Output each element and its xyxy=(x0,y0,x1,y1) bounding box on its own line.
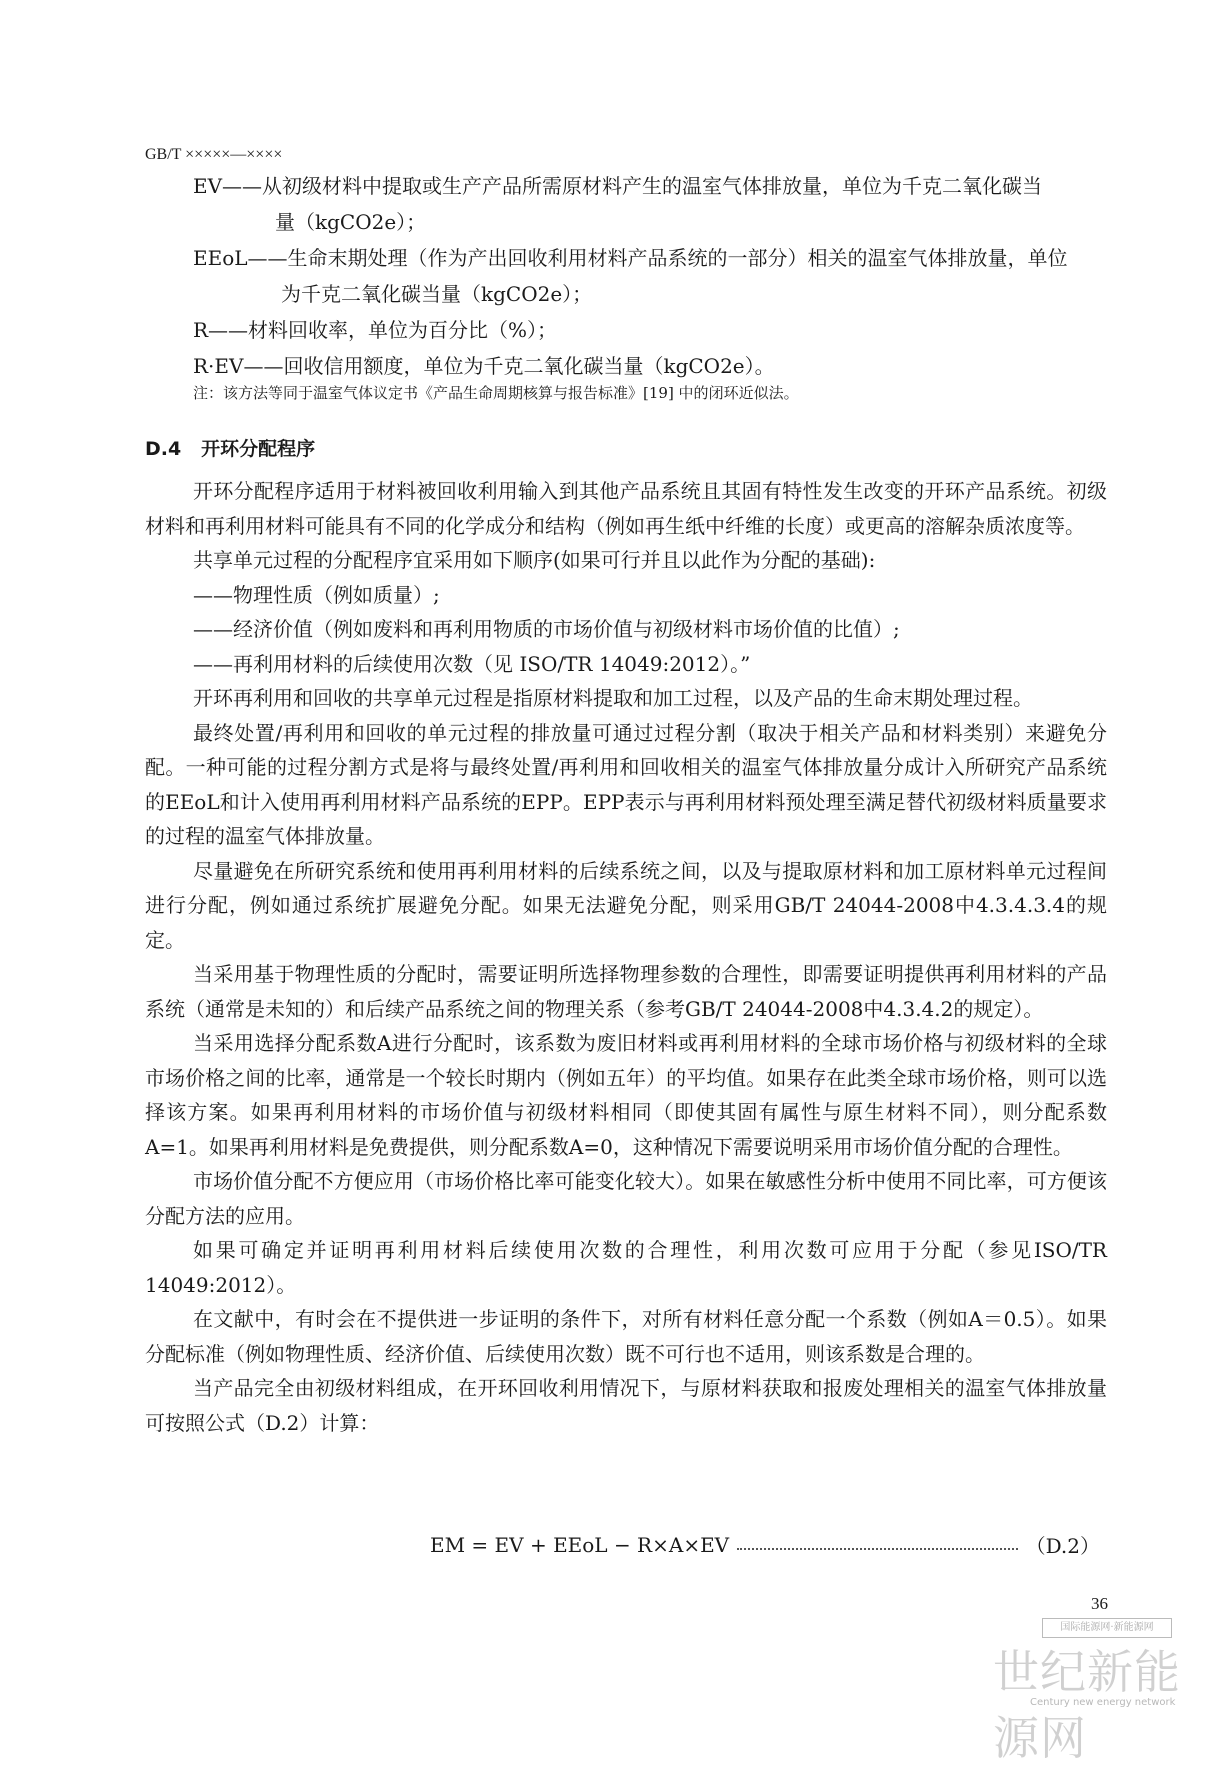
definitions-list xyxy=(145,168,1105,384)
list-item: ——物理性质（例如质量）; xyxy=(193,582,440,607)
paragraph: 当采用选择分配系数A进行分配时，该系数为废旧材料或再利用材料的全球市场价格与初级材料的全球市场价格之间的比率，通常是一个较长时期内（例如五年）的平均值。如果存在此类全球市场价格，则可以选择该方案。如果再利用材料的市场价值与初级材料相同（即使其固有属性与原生材料不同），则分配系数A=1。如果再利用材料是免费提供，则分配系数A=0，这种情况下需要说明采用市场价值分配的合理性。 xyxy=(145,1031,1107,1159)
watermark-logo: 世纪新能源网 xyxy=(993,1645,1181,1765)
section-heading xyxy=(145,434,315,461)
watermark-subtitle: Century new energy network xyxy=(1030,1697,1176,1708)
paragraph: 如果可确定并证明再利用材料后续使用次数的合理性，利用次数可应用于分配（参见ISO/TR 14049:2012）。 xyxy=(145,1238,1107,1297)
definition-rev xyxy=(145,348,1105,384)
list-item: ——再利用材料的后续使用次数（见 ISO/TR 14049:2012）。” xyxy=(193,651,751,676)
paragraph: 开环分配程序适用于材料被回收利用输入到其他产品系统且其固有特性发生改变的开环产品系统。初级材料和再利用材料可能具有不同的化学成分和结构（例如再生纸中纤维的长度）或更高的溶解杂质浓度等。 xyxy=(145,479,1107,538)
definition-r-text: R——材料回收率，单位为百分比（%）； xyxy=(193,318,558,342)
formula-label: （D.2） xyxy=(1025,1534,1100,1558)
formula-d2 xyxy=(430,1530,1100,1559)
paragraph: 开环再利用和回收的共享单元过程是指原材料提取和加工过程，以及产品的生命末期处理过程。 xyxy=(193,686,1033,710)
formula-expression: EM = EV + EEoL − R×A×EV xyxy=(430,1532,730,1557)
definition-rev-text: R·EV——回收信用额度，单位为千克二氧化碳当量（kgCO2e）。 xyxy=(193,354,775,378)
paragraph: 当产品完全由初级材料组成，在开环回收利用情况下，与原材料获取和报废处理相关的温室气体排放量可按照公式（D.2）计算： xyxy=(145,1376,1107,1435)
definition-r xyxy=(145,312,1105,348)
paragraph: 在文献中，有时会在不提供进一步证明的条件下，对所有材料任意分配一个系数（例如A＝0.5）。如果分配标准（例如物理性质、经济价值、后续使用次数）既不可行也不适用，则该系数是合理的。 xyxy=(145,1307,1107,1366)
body-text xyxy=(145,474,1107,1440)
paragraph: 最终处置/再利用和回收的单元过程的排放量可通过过程分割（取决于相关产品和材料类别）来避免分配。一种可能的过程分割方式是将与最终处置/再利用和回收相关的温室气体排放量分成计入所研究产品系统的EEoL和计入使用再利用材料产品系统的EPP。EPP表示与再利用材料预处理至满足替代初级材料质量要求的过程的温室气体排放量。 xyxy=(145,720,1107,848)
document-header: GB/T ×××××—×××× xyxy=(145,146,283,163)
definition-eeol-cont: 为千克二氧化碳当量（kgCO2e）； xyxy=(281,282,593,306)
definition-eeol-text: EEoL——生命末期处理（作为产出回收利用材料产品系统的一部分）相关的温室气体排放量，单位 xyxy=(193,246,1068,270)
formula-leader xyxy=(737,1548,1017,1550)
paragraph: 尽量避免在所研究系统和使用再利用材料的后续系统之间，以及与提取原材料和加工原材料单元过程间进行分配，例如通过系统扩展避免分配。如果无法避免分配，则采用GB/T 24044-2008中4.3.4.3.4的规定。 xyxy=(145,858,1107,952)
paragraph: 共享单元过程的分配程序宜采用如下顺序(如果可行并且以此作为分配的基础): xyxy=(193,548,876,572)
paragraph: 当采用基于物理性质的分配时，需要证明所选择物理参数的合理性，即需要证明提供再利用材料的产品系统（通常是未知的）和后续产品系统之间的物理关系（参考GB/T 24044-2008中4.3.4.2的规定）。 xyxy=(145,962,1107,1021)
definition-ev-cont: 量（kgCO2e）； xyxy=(275,210,427,234)
section-title: 开环分配程序 xyxy=(201,438,316,460)
definition-ev xyxy=(145,168,1105,240)
list-item: ——经济价值（例如废料和再利用物质的市场价值与初级材料市场价值的比值）; xyxy=(193,617,900,641)
note-text: 注：该方法等同于温室气体议定书《产品生命周期核算与报告标准》[19] 中的闭环近似法。 xyxy=(193,384,799,402)
page-number: 36 xyxy=(1091,1594,1108,1613)
watermark-box: 国际能源网·新能源网 xyxy=(1042,1618,1172,1638)
paragraph: 市场价值分配不方便应用（市场价格比率可能变化较大）。如果在敏感性分析中使用不同比率，可方便该分配方法的应用。 xyxy=(145,1169,1107,1228)
definition-eeol xyxy=(145,240,1105,312)
section-number: D.4 xyxy=(145,438,182,460)
definition-ev-text: EV——从初级材料中提取或生产产品所需原材料产生的温室气体排放量，单位为千克二氧化碳当 xyxy=(193,174,1043,198)
